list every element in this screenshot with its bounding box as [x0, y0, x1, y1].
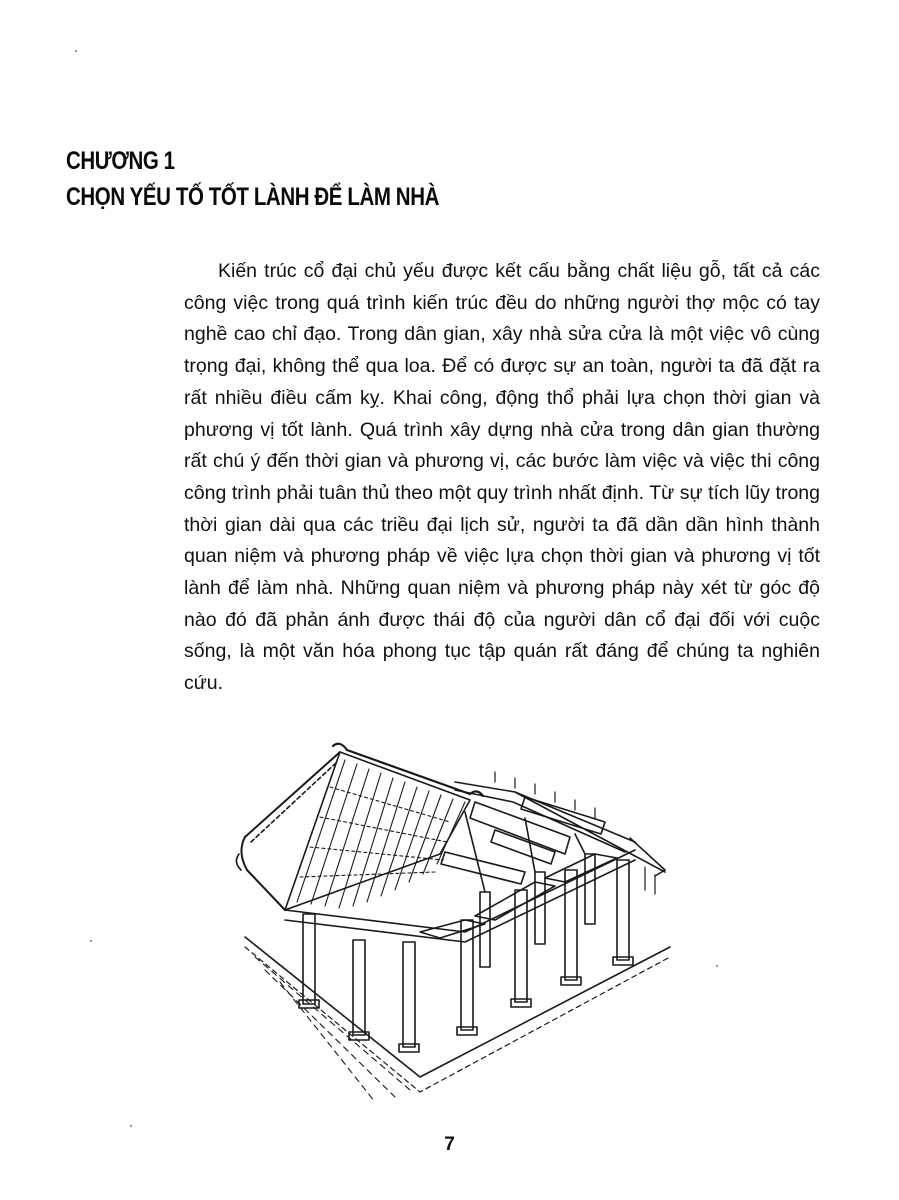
- page-number: 7: [444, 1134, 455, 1155]
- scan-speck: [75, 50, 77, 52]
- chapter-number: CHƯƠNG 1: [66, 147, 175, 175]
- scan-speck: [130, 1125, 132, 1127]
- scan-speck: [90, 940, 92, 942]
- chapter-heading: [66, 143, 439, 215]
- timber-hall-illustration: [225, 742, 675, 1112]
- timber-hall-icon: [225, 742, 675, 1112]
- body-paragraph: Kiến trúc cổ đại chủ yếu được kết cấu bằng chất liệu gỗ, tất cả các công việc trong quá trình kiến trúc đều do những người thợ mộc có tay nghề cao chỉ đạo. Trong dân gian, xây nhà sửa cửa là một việc vô cùng trọng đại, không thể qua loa. Để có được sự an toàn, người ta đã đặt ra rất nhiều điều cấm kỵ. Khai công, động thổ phải lựa chọn thời gian và phương vị tốt lành. Quá trình xây dựng nhà cửa trong dân gian thường rất chú ý đến thời gian và phương vị, các bước làm việc và việc thi công công trình phải tuân thủ theo một quy trình nhất định. Từ sự tích lũy trong thời gian dài qua các triều đại lịch sử, người ta đã dần dần hình thành quan niệm và phương pháp về việc lựa chọn thời gian và phương vị tốt lành để làm nhà. Những quan niệm và phương pháp này xét từ góc độ nào đó đã phản ánh được thái độ của người dân cổ đại đối với cuộc sống, là một văn hóa phong tục tập quán rất đáng để chúng ta nghiên cứu.: [184, 260, 820, 695]
- chapter-title: CHỌN YẾU TỐ TỐT LÀNH ĐỂ LÀM NHÀ: [66, 183, 439, 211]
- scan-speck: [716, 965, 718, 967]
